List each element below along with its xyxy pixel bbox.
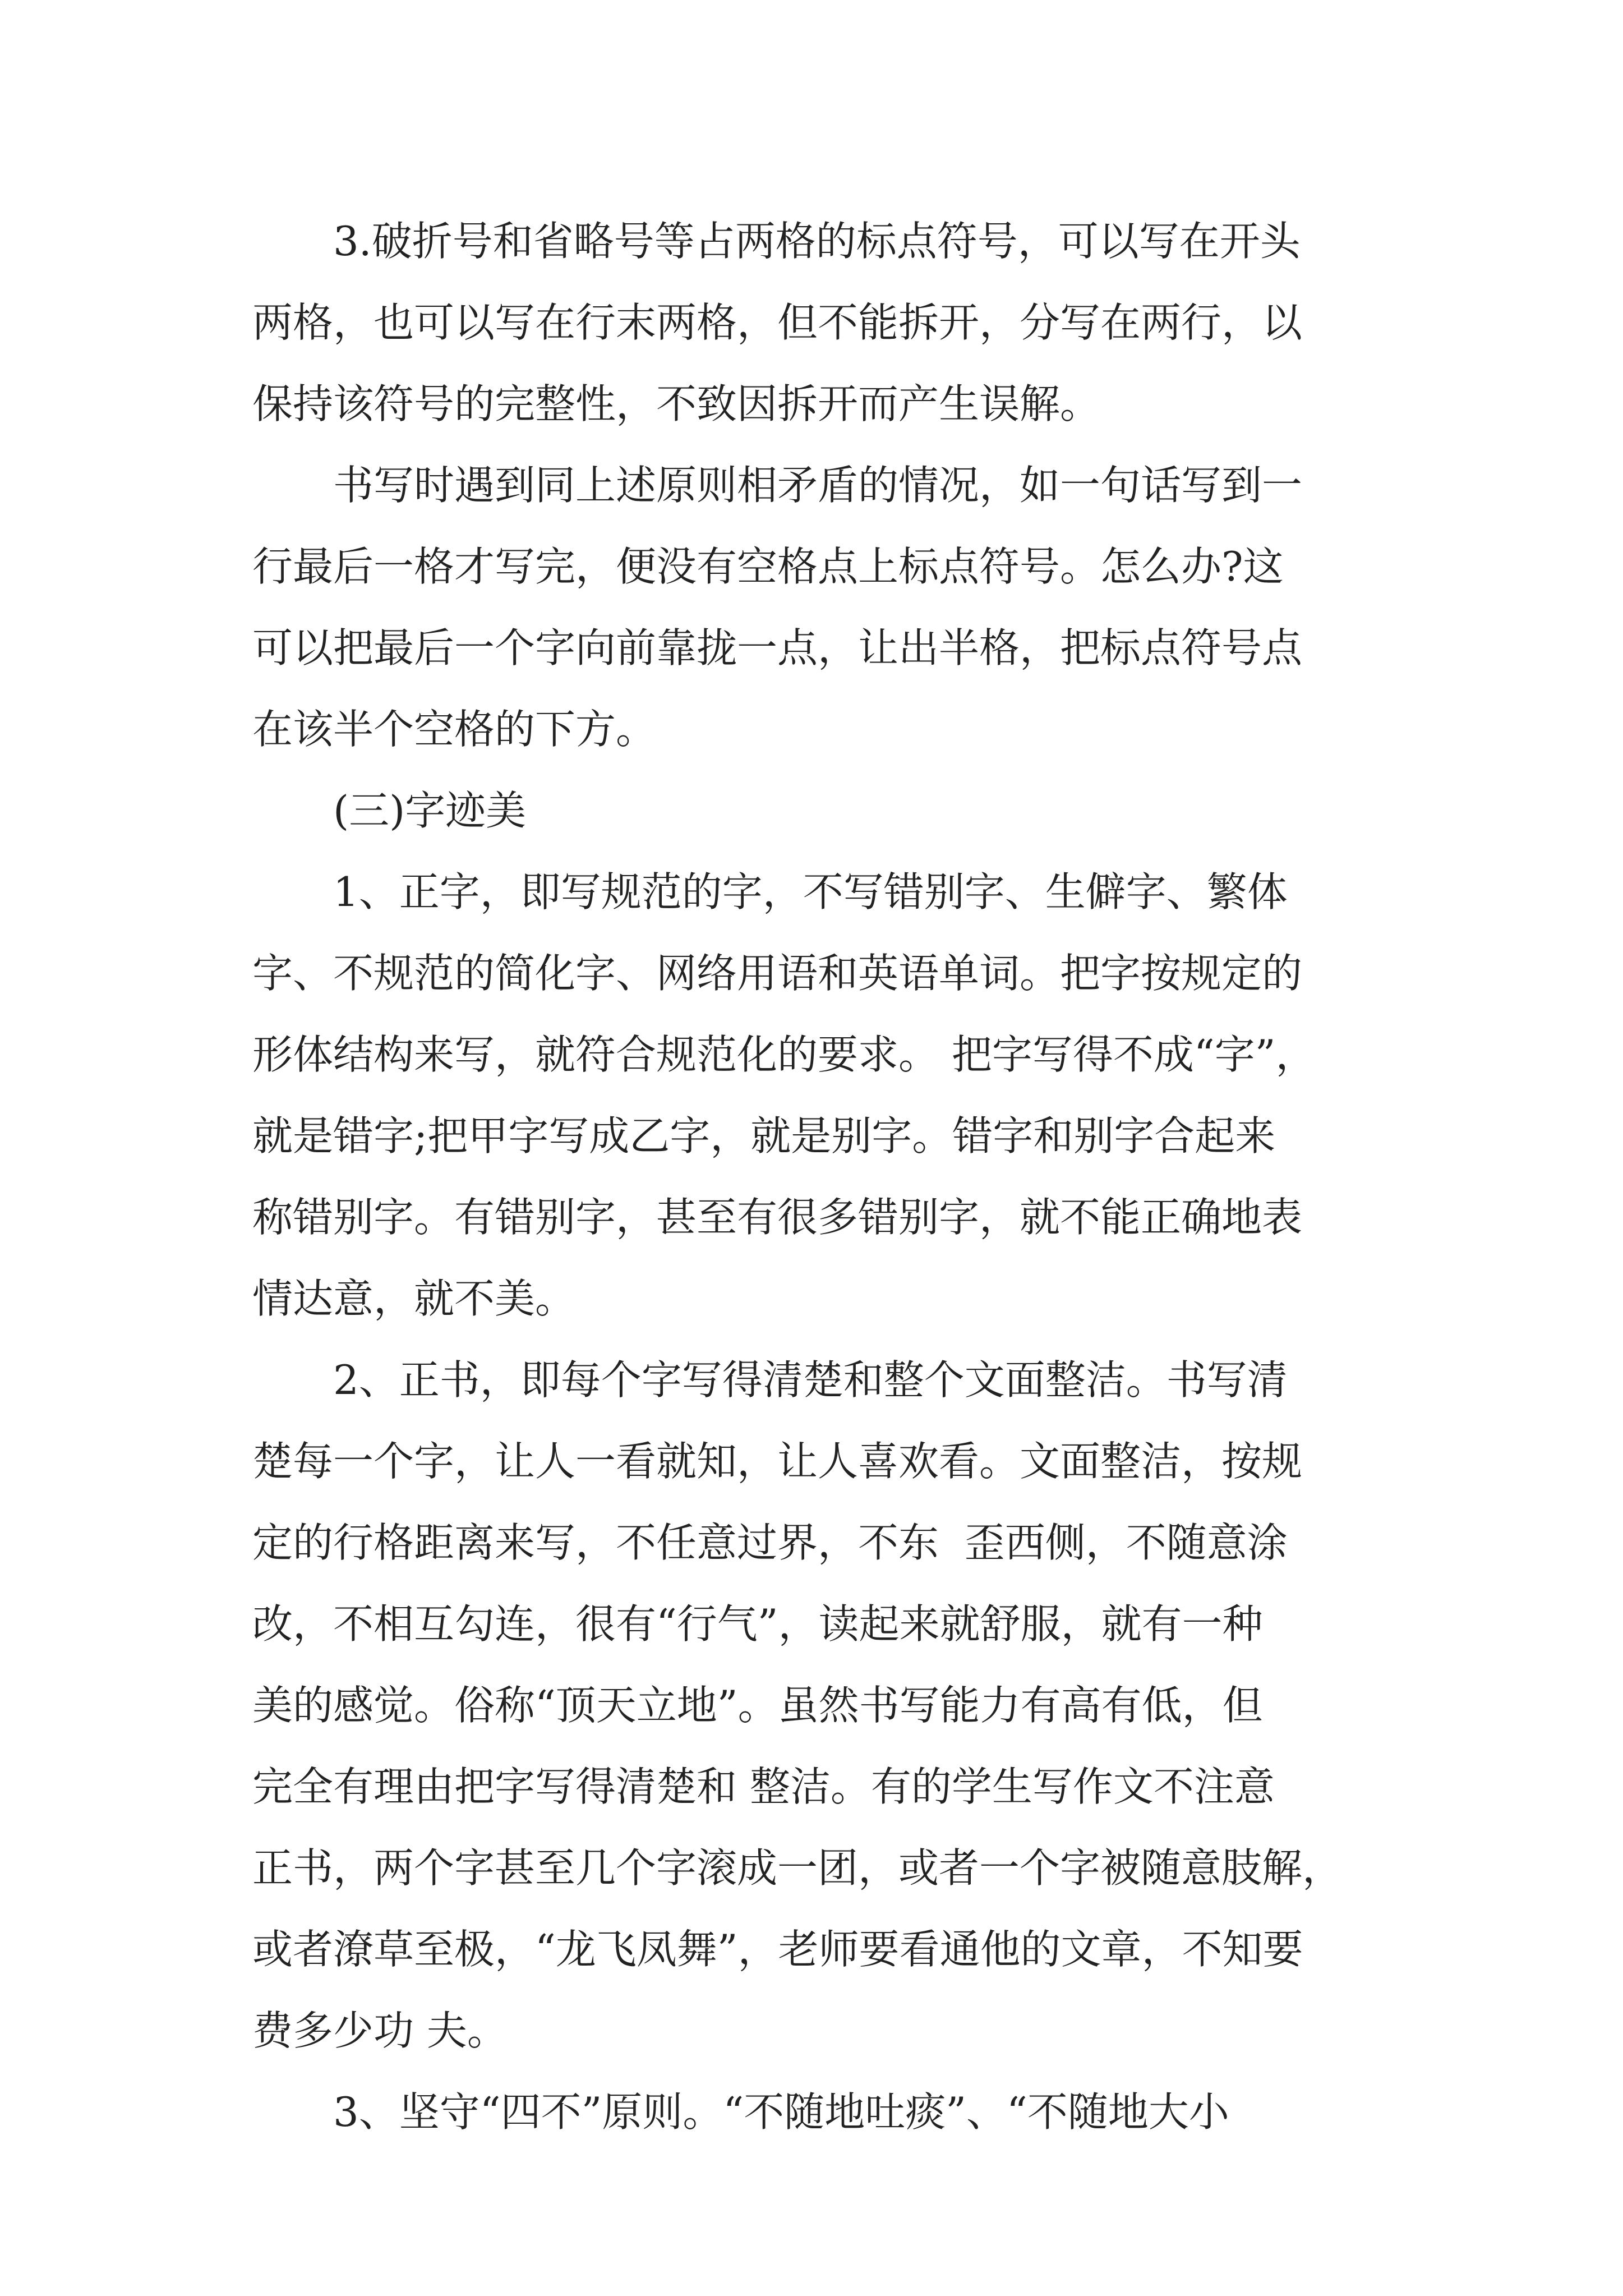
text-line: 可以把最后一个字向前靠拢一点，让出半格，把标点符号点 [252, 624, 1303, 671]
text-line: 3、坚守“四不”原则。“不随地吐痰”、“不随地大小 [333, 2088, 1229, 2136]
text-line: 改，不相互勾连，很有“行气”，读起来就舒服，就有一种 [252, 1600, 1263, 1648]
document-body [252, 201, 1374, 2153]
text-line: 字、不规范的简化字、网络用语和英语单词。把字按规定的 [252, 950, 1303, 997]
text-line: 2、正书，即每个字写得清楚和整个文面整洁。书写清 [333, 1356, 1288, 1404]
text-line: 情达意，就不美。 [252, 1275, 576, 1322]
text-line: 3.破折号和省略号等占两格的标点符号，可以写在开头 [333, 218, 1301, 265]
section-heading: (三)字迹美 [333, 787, 527, 834]
text-line: 称错别字。有错别字，甚至有很多错别字，就不能正确地表 [252, 1194, 1303, 1241]
text-line: 完全有理由把字写得清楚和 整洁。有的学生写作文不注意 [252, 1763, 1275, 1810]
text-line: 两格，也可以写在行末两格，但不能拆开，分写在两行，以 [252, 299, 1303, 346]
text-line: 美的感觉。俗称“顶天立地”。虽然书写能力有高有低，但 [252, 1682, 1263, 1729]
text-line: 形体结构来写，就符合规范化的要求。 把字写得不成“字”， [252, 1031, 1316, 1078]
text-line: 书写时遇到同上述原则相矛盾的情况，如一句话写到一 [333, 462, 1303, 509]
text-line: 楚每一个字，让人一看就知，让人喜欢看。文面整洁，按规 [252, 1438, 1303, 1485]
text-line: 定的行格距离来写，不任意过界，不东 歪西侧，不随意涂 [252, 1519, 1288, 1566]
text-line: 行最后一格才写完，便没有空格点上标点符号。怎么办?这 [252, 543, 1284, 590]
text-line: 在该半个空格的下方。 [252, 706, 657, 753]
text-line: 就是错字;把甲字写成乙字，就是别字。错字和别字合起来 [252, 1112, 1276, 1159]
text-line: 保持该符号的完整性，不致因拆开而产生误解。 [252, 380, 1101, 427]
text-line: 或者潦草至极，“龙飞凤舞”，老师要看通他的文章，不知要 [252, 1926, 1303, 1973]
text-line: 费多少功 夫。 [252, 2007, 508, 2054]
text-line: 1、正字，即写规范的字，不写错别字、生僻字、繁体 [333, 868, 1288, 915]
text-line: 正书，两个字甚至几个字滚成一团，或者一个字被随意肢解， [252, 1844, 1343, 1892]
